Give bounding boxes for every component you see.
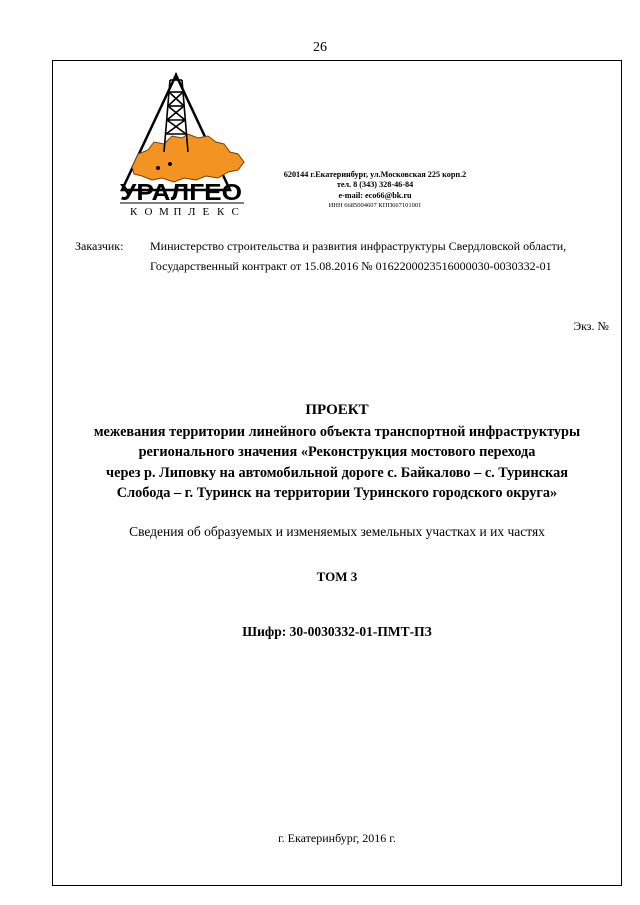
document-cipher: Шифр: 30-0030332-01-ПМТ-ПЗ: [242, 624, 432, 639]
page-number: 26: [313, 40, 327, 55]
logo-subtitle-letter: К: [217, 206, 225, 218]
copy-number: Экз. №: [573, 319, 609, 333]
logo-graphic: [118, 72, 278, 218]
logo-subtitle-letter: С: [231, 206, 239, 218]
title-line-1: межевания территории линейного объекта транспортной инфраструктуры: [93, 424, 581, 440]
logo-subtitle-letter: П: [173, 206, 182, 218]
logo-subtitle-letter: К: [130, 206, 138, 218]
company-ids: ИНН 6685004607 КПП667101001: [328, 202, 422, 209]
customer-line-2: Государственный контракт от 15.08.2016 № 0162200023516000030-0030332-01: [150, 259, 552, 273]
logo-subtitle-letter: М: [159, 206, 169, 218]
logo-subtitle-text: [130, 206, 239, 218]
title-line-4: Слобода – г. Туринск на территории Туринского городского округа»: [116, 485, 558, 501]
logo-subtitle-letter: Л: [188, 206, 196, 218]
customer-line-1: Министерство строительства и развития инфраструктуры Свердловской области,: [150, 239, 567, 253]
title-heading: ПРОЕКТ: [305, 402, 369, 418]
title-line-3: через р. Липовку на автомобильной дороге с. Байкалово – с. Туринская: [106, 465, 568, 481]
logo-subtitle-letter: О: [144, 206, 153, 218]
logo-brand-text: УРАЛГЕО: [120, 179, 242, 205]
customer-label: Заказчик:: [75, 239, 124, 253]
volume-label: ТОМ 3: [316, 569, 358, 584]
company-phone: тел. 8 (343) 328-46-84: [336, 180, 414, 189]
city-year: г. Екатеринбург, 2016 г.: [278, 831, 396, 845]
company-email: e-mail: eco66@bk.ru: [338, 191, 412, 200]
logo-subtitle-letter: Е: [202, 206, 210, 218]
company-address: 620144 г.Екатеринбург, ул.Московская 225 корп.2: [283, 170, 467, 179]
document-subtitle: Сведения об образуемых и изменяемых земельных участках и их частях: [129, 524, 545, 539]
title-line-2: регионального значения «Реконструкция мостового перехода: [138, 444, 536, 460]
company-logo: [118, 72, 278, 218]
